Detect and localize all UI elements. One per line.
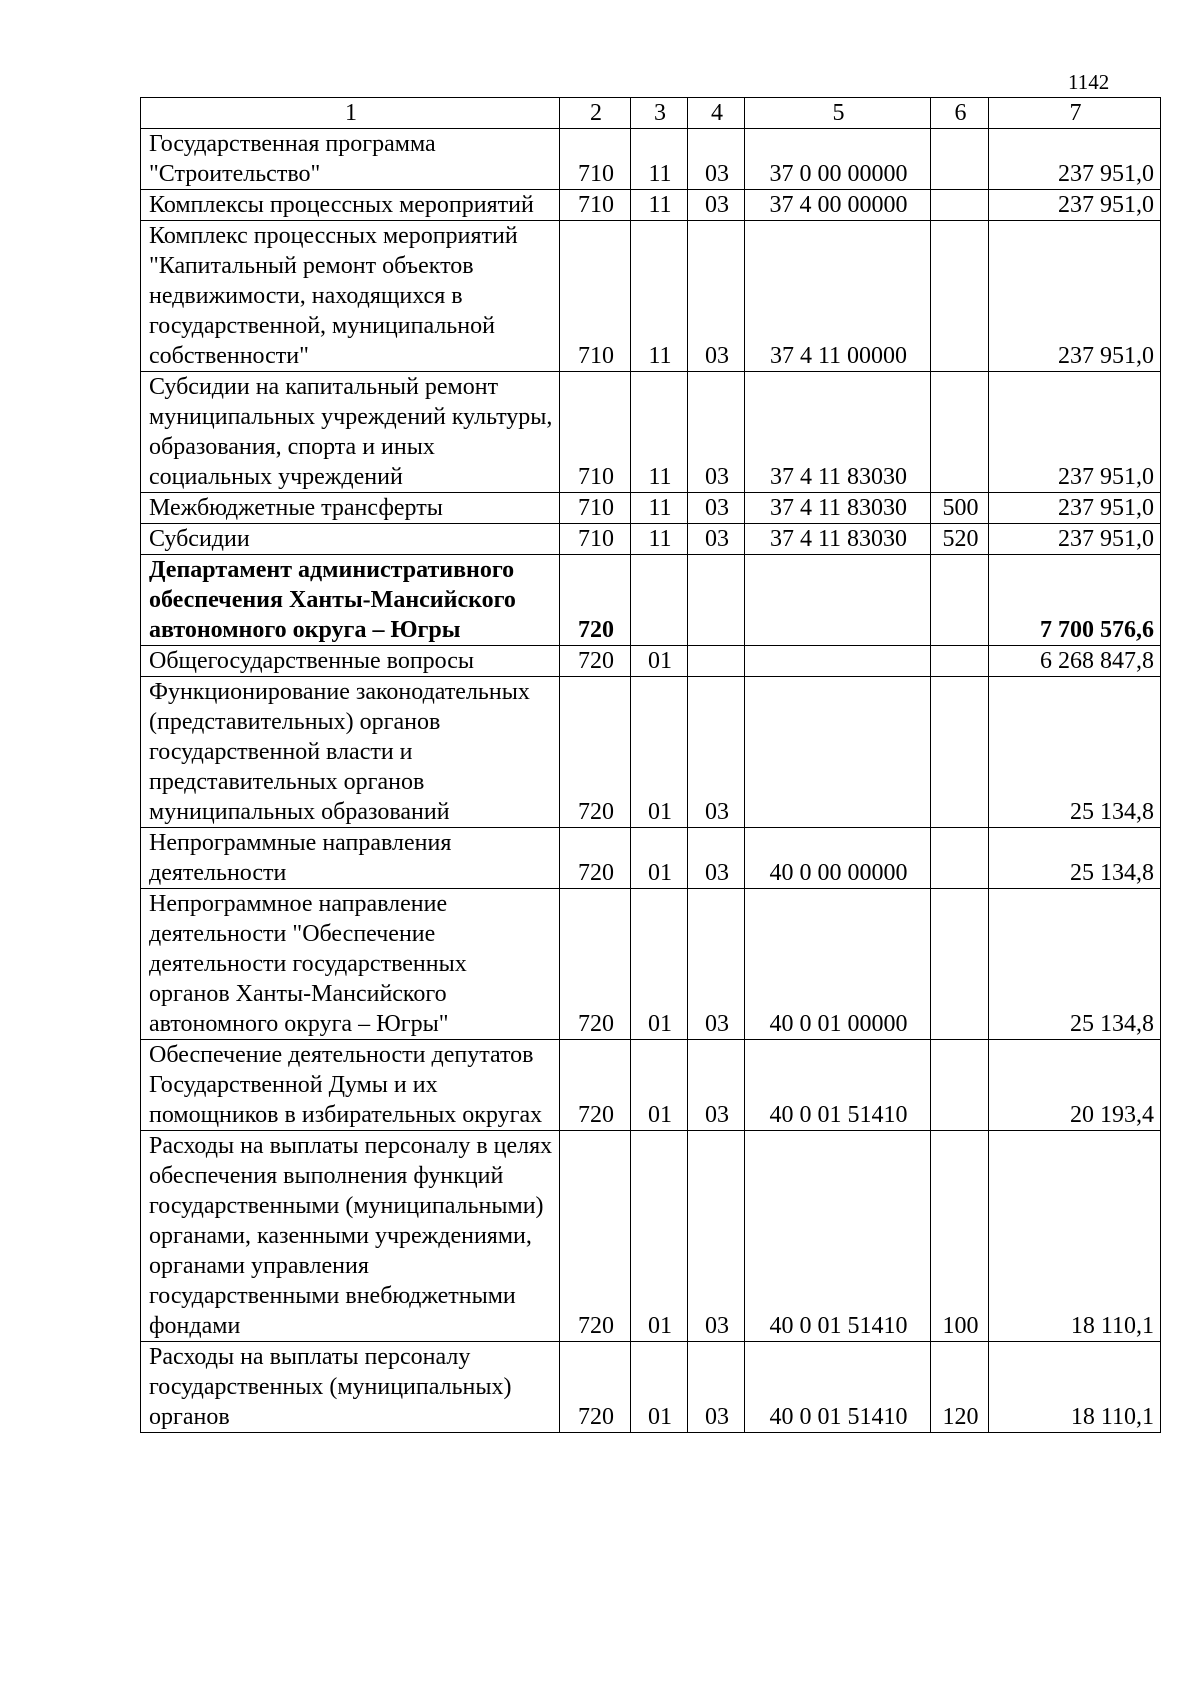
table-row xyxy=(141,129,1161,190)
row-amount: 237 951,0 xyxy=(989,129,1161,190)
row-amount: 25 134,8 xyxy=(989,889,1161,1040)
row-expense-type xyxy=(931,889,989,1040)
row-name: Субсидии на капитальный ремонт муниципальных учреждений культуры, образования, спорта и иных социальных учреждений xyxy=(141,372,560,493)
row-section-code: 01 xyxy=(631,889,688,1040)
row-subsection-code: 03 xyxy=(688,129,745,190)
row-ministry-code: 720 xyxy=(560,1131,631,1342)
table-row xyxy=(141,493,1161,524)
row-expense-type xyxy=(931,677,989,828)
row-target-article: 40 0 01 51410 xyxy=(745,1040,931,1131)
row-target-article: 37 0 00 00000 xyxy=(745,129,931,190)
row-target-article: 37 4 11 83030 xyxy=(745,493,931,524)
row-name: Непрограммное направление деятельности "Обеспечение деятельности государственных органов Ханты-Мансийского автономного округа – Югры" xyxy=(141,889,560,1040)
row-ministry-code: 720 xyxy=(560,1342,631,1433)
row-amount: 20 193,4 xyxy=(989,1040,1161,1131)
table-row xyxy=(141,828,1161,889)
header-col-2: 2 xyxy=(560,98,631,129)
row-name: Государственная программа "Строительство" xyxy=(141,129,560,190)
row-name: Межбюджетные трансферты xyxy=(141,493,560,524)
row-expense-type: 120 xyxy=(931,1342,989,1433)
header-col-4: 4 xyxy=(688,98,745,129)
row-section-code: 11 xyxy=(631,524,688,555)
row-amount: 237 951,0 xyxy=(989,372,1161,493)
table-row xyxy=(141,646,1161,677)
row-target-article: 37 4 00 00000 xyxy=(745,190,931,221)
row-name: Функционирование законодательных (представительных) органов государственной власти и представительных органов муниципальных образований xyxy=(141,677,560,828)
header-col-1: 1 xyxy=(141,98,560,129)
row-amount: 237 951,0 xyxy=(989,524,1161,555)
row-subsection-code: 03 xyxy=(688,372,745,493)
table-row xyxy=(141,1342,1161,1433)
row-amount: 237 951,0 xyxy=(989,190,1161,221)
row-target-article: 40 0 01 51410 xyxy=(745,1131,931,1342)
row-expense-type: 520 xyxy=(931,524,989,555)
row-expense-type xyxy=(931,372,989,493)
row-section-code: 11 xyxy=(631,221,688,372)
row-subsection-code: 03 xyxy=(688,493,745,524)
row-name: Субсидии xyxy=(141,524,560,555)
row-amount: 237 951,0 xyxy=(989,221,1161,372)
row-ministry-code: 720 xyxy=(560,1040,631,1131)
row-subsection-code: 03 xyxy=(688,1342,745,1433)
table-row xyxy=(141,889,1161,1040)
header-row xyxy=(141,98,1161,129)
row-section-code xyxy=(631,555,688,646)
row-section-code: 11 xyxy=(631,129,688,190)
page-number: 1142 xyxy=(1068,70,1110,94)
row-name: Расходы на выплаты персоналу в целях обеспечения выполнения функций государственными (муниципальными) органами, казенными учреждениями, органами управления государственными внебюджетными фондами xyxy=(141,1131,560,1342)
row-subsection-code xyxy=(688,646,745,677)
row-amount: 6 268 847,8 xyxy=(989,646,1161,677)
row-section-code: 01 xyxy=(631,1342,688,1433)
row-expense-type xyxy=(931,555,989,646)
row-section-code: 01 xyxy=(631,1131,688,1342)
row-subsection-code: 03 xyxy=(688,828,745,889)
row-ministry-code: 720 xyxy=(560,677,631,828)
table-row xyxy=(141,190,1161,221)
header-col-5: 5 xyxy=(745,98,931,129)
row-name: Общегосударственные вопросы xyxy=(141,646,560,677)
row-ministry-code: 710 xyxy=(560,524,631,555)
row-amount: 7 700 576,6 xyxy=(989,555,1161,646)
row-name: Непрограммные направления деятельности xyxy=(141,828,560,889)
table-row xyxy=(141,221,1161,372)
table-row xyxy=(141,555,1161,646)
row-target-article: 40 0 01 00000 xyxy=(745,889,931,1040)
table-row xyxy=(141,1040,1161,1131)
row-subsection-code: 03 xyxy=(688,190,745,221)
row-subsection-code: 03 xyxy=(688,677,745,828)
table-row xyxy=(141,677,1161,828)
row-amount: 18 110,1 xyxy=(989,1131,1161,1342)
row-section-code: 11 xyxy=(631,190,688,221)
row-target-article xyxy=(745,555,931,646)
row-section-code: 11 xyxy=(631,493,688,524)
row-name: Обеспечение деятельности депутатов Государственной Думы и их помощников в избирательных округах xyxy=(141,1040,560,1131)
row-ministry-code: 710 xyxy=(560,372,631,493)
row-expense-type xyxy=(931,1040,989,1131)
row-subsection-code: 03 xyxy=(688,1040,745,1131)
row-subsection-code: 03 xyxy=(688,889,745,1040)
header-col-7: 7 xyxy=(989,98,1161,129)
row-target-article: 37 4 11 83030 xyxy=(745,372,931,493)
row-name: Комплекс процессных мероприятий "Капитальный ремонт объектов недвижимости, находящихся в государственной, муниципальной собственности" xyxy=(141,221,560,372)
row-expense-type: 100 xyxy=(931,1131,989,1342)
row-name: Комплексы процессных мероприятий xyxy=(141,190,560,221)
row-target-article: 37 4 11 83030 xyxy=(745,524,931,555)
row-section-code: 11 xyxy=(631,372,688,493)
row-target-article: 40 0 01 51410 xyxy=(745,1342,931,1433)
row-expense-type xyxy=(931,646,989,677)
row-subsection-code: 03 xyxy=(688,221,745,372)
row-ministry-code: 720 xyxy=(560,828,631,889)
row-expense-type xyxy=(931,828,989,889)
row-ministry-code: 720 xyxy=(560,889,631,1040)
row-name: Расходы на выплаты персоналу государственных (муниципальных) органов xyxy=(141,1342,560,1433)
row-amount: 25 134,8 xyxy=(989,677,1161,828)
row-subsection-code: 03 xyxy=(688,524,745,555)
header-col-6: 6 xyxy=(931,98,989,129)
row-subsection-code: 03 xyxy=(688,1131,745,1342)
table-row xyxy=(141,1131,1161,1342)
row-target-article xyxy=(745,677,931,828)
header-col-3: 3 xyxy=(631,98,688,129)
row-section-code: 01 xyxy=(631,646,688,677)
row-target-article: 37 4 11 00000 xyxy=(745,221,931,372)
row-ministry-code: 720 xyxy=(560,646,631,677)
table-row xyxy=(141,372,1161,493)
row-ministry-code: 720 xyxy=(560,555,631,646)
table-row xyxy=(141,524,1161,555)
row-expense-type xyxy=(931,221,989,372)
row-amount: 237 951,0 xyxy=(989,493,1161,524)
row-amount: 18 110,1 xyxy=(989,1342,1161,1433)
row-expense-type xyxy=(931,190,989,221)
row-amount: 25 134,8 xyxy=(989,828,1161,889)
budget-table xyxy=(140,97,1161,1433)
row-subsection-code xyxy=(688,555,745,646)
row-expense-type xyxy=(931,129,989,190)
row-name: Департамент административного обеспечения Ханты-Мансийского автономного округа – Югры xyxy=(141,555,560,646)
row-section-code: 01 xyxy=(631,828,688,889)
row-ministry-code: 710 xyxy=(560,221,631,372)
row-ministry-code: 710 xyxy=(560,129,631,190)
row-expense-type: 500 xyxy=(931,493,989,524)
row-target-article xyxy=(745,646,931,677)
row-section-code: 01 xyxy=(631,1040,688,1131)
row-ministry-code: 710 xyxy=(560,493,631,524)
row-ministry-code: 710 xyxy=(560,190,631,221)
row-section-code: 01 xyxy=(631,677,688,828)
row-target-article: 40 0 00 00000 xyxy=(745,828,931,889)
